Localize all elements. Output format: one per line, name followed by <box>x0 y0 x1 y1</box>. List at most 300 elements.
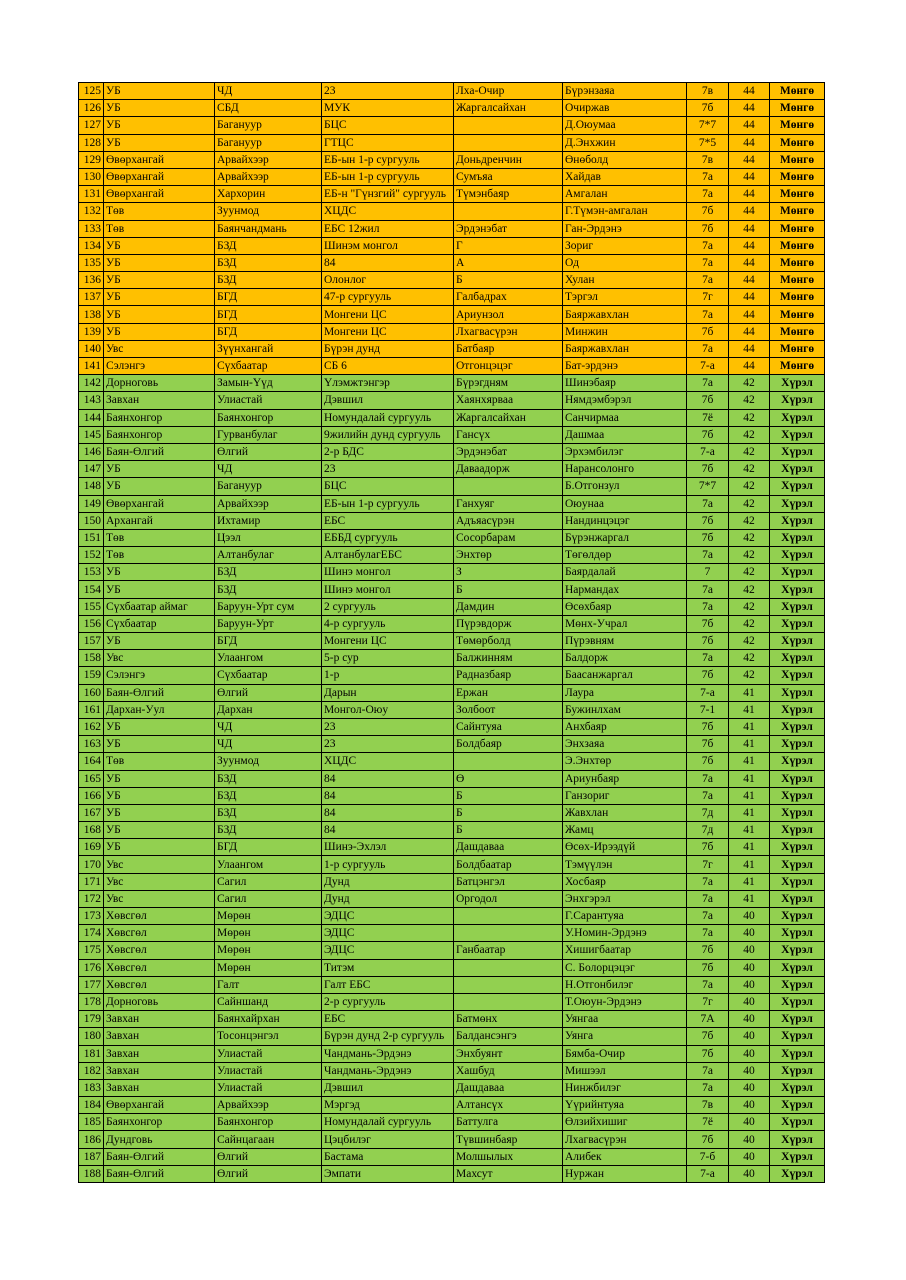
teacher-cell: Сайнтуяа <box>454 718 563 735</box>
row-number: 159 <box>79 667 104 684</box>
medal-cell: Хүрэл <box>770 839 825 856</box>
row-number: 130 <box>79 168 104 185</box>
sum-cell: БЗД <box>215 564 322 581</box>
medal-cell: Хүрэл <box>770 426 825 443</box>
class-cell: 7б <box>687 220 729 237</box>
school-cell: 84 <box>322 804 454 821</box>
row-number: 179 <box>79 1011 104 1028</box>
table-row <box>79 1131 825 1148</box>
aimag-cell: УБ <box>104 237 215 254</box>
aimag-cell: Завхан <box>104 1062 215 1079</box>
medal-cell: Хүрэл <box>770 993 825 1010</box>
class-cell: 7а <box>687 890 729 907</box>
teacher-cell: Ганхуяг <box>454 495 563 512</box>
class-cell: 7б <box>687 839 729 856</box>
medal-cell: Хүрэл <box>770 718 825 735</box>
table-row <box>79 186 825 203</box>
score-cell: 41 <box>729 684 770 701</box>
row-number: 129 <box>79 151 104 168</box>
row-number: 182 <box>79 1062 104 1079</box>
school-cell: ЭДЦС <box>322 908 454 925</box>
class-cell: 7а <box>687 375 729 392</box>
aimag-cell: Завхан <box>104 392 215 409</box>
score-cell: 40 <box>729 1165 770 1182</box>
teacher-cell: Галбадрах <box>454 289 563 306</box>
table-row <box>79 701 825 718</box>
aimag-cell: Увс <box>104 873 215 890</box>
class-cell: 7б <box>687 718 729 735</box>
medal-cell: Мөнгө <box>770 203 825 220</box>
table-row <box>79 237 825 254</box>
aimag-cell: УБ <box>104 804 215 821</box>
medal-cell: Хүрэл <box>770 1131 825 1148</box>
medal-cell: Хүрэл <box>770 375 825 392</box>
sum-cell: Тосонцэнгэл <box>215 1028 322 1045</box>
aimag-cell: Сүхбаатар <box>104 615 215 632</box>
aimag-cell: УБ <box>104 83 215 100</box>
medal-cell: Хүрэл <box>770 478 825 495</box>
school-cell: Дарын <box>322 684 454 701</box>
teacher-cell: Ариунзол <box>454 306 563 323</box>
aimag-cell: Баян-Өлгий <box>104 1148 215 1165</box>
score-cell: 44 <box>729 134 770 151</box>
student-cell: Ариунбаяр <box>563 770 687 787</box>
score-cell: 44 <box>729 151 770 168</box>
teacher-cell: Болдбаяр <box>454 736 563 753</box>
table-row <box>79 736 825 753</box>
row-number: 186 <box>79 1131 104 1148</box>
table-row <box>79 718 825 735</box>
school-cell: 23 <box>322 461 454 478</box>
school-cell: Шинэ-Эхлэл <box>322 839 454 856</box>
class-cell: 7-а <box>687 443 729 460</box>
school-cell: Шинэ монгол <box>322 564 454 581</box>
sum-cell: Улиастай <box>215 392 322 409</box>
teacher-cell: Б <box>454 822 563 839</box>
row-number: 172 <box>79 890 104 907</box>
row-number: 185 <box>79 1114 104 1131</box>
school-cell: Чандмань-Эрдэнэ <box>322 1045 454 1062</box>
school-cell: Монгени ЦС <box>322 633 454 650</box>
teacher-cell: Жаргалсайхан <box>454 409 563 426</box>
student-cell: Б.Отгонзул <box>563 478 687 495</box>
medal-cell: Хүрэл <box>770 581 825 598</box>
school-cell: Дунд <box>322 890 454 907</box>
student-cell: Өлзийхишиг <box>563 1114 687 1131</box>
teacher-cell: Төмөрболд <box>454 633 563 650</box>
aimag-cell: Сэлэнгэ <box>104 358 215 375</box>
score-cell: 44 <box>729 358 770 375</box>
row-number: 127 <box>79 117 104 134</box>
teacher-cell: Лхагвасүрэн <box>454 323 563 340</box>
school-cell: 84 <box>322 822 454 839</box>
score-cell: 44 <box>729 323 770 340</box>
score-cell: 44 <box>729 186 770 203</box>
row-number: 143 <box>79 392 104 409</box>
score-cell: 44 <box>729 83 770 100</box>
aimag-cell: УБ <box>104 100 215 117</box>
medal-cell: Хүрэл <box>770 598 825 615</box>
score-cell: 41 <box>729 753 770 770</box>
table-row <box>79 925 825 942</box>
aimag-cell: УБ <box>104 461 215 478</box>
score-cell: 40 <box>729 993 770 1010</box>
school-cell: Цэцбилэг <box>322 1131 454 1148</box>
teacher-cell: Пүрэвдорж <box>454 615 563 632</box>
sum-cell: Улаангом <box>215 650 322 667</box>
row-number: 161 <box>79 701 104 718</box>
aimag-cell: УБ <box>104 770 215 787</box>
aimag-cell: Завхан <box>104 1028 215 1045</box>
aimag-cell: Хөвсгөл <box>104 976 215 993</box>
teacher-cell: Отгонцэцэг <box>454 358 563 375</box>
school-cell: МУК <box>322 100 454 117</box>
school-cell: 84 <box>322 770 454 787</box>
student-cell: Оюунаа <box>563 495 687 512</box>
row-number: 151 <box>79 529 104 546</box>
aimag-cell: Баян-Өлгий <box>104 443 215 460</box>
teacher-cell: Эрдэнэбат <box>454 443 563 460</box>
student-cell: Баяржавхлан <box>563 340 687 357</box>
student-cell: Өсөхбаяр <box>563 598 687 615</box>
table-row <box>79 564 825 581</box>
sum-cell: БГД <box>215 323 322 340</box>
table-row <box>79 306 825 323</box>
score-cell: 44 <box>729 100 770 117</box>
teacher-cell: Лха-Очир <box>454 83 563 100</box>
sum-cell: Баянхонгор <box>215 409 322 426</box>
medal-cell: Мөнгө <box>770 237 825 254</box>
aimag-cell: Өвөрхангай <box>104 168 215 185</box>
student-cell: Лхагвасүрэн <box>563 1131 687 1148</box>
row-number: 163 <box>79 736 104 753</box>
teacher-cell: Сумъяа <box>454 168 563 185</box>
table-row <box>79 375 825 392</box>
medal-cell: Хүрэл <box>770 701 825 718</box>
student-cell: Бүрэнзаяа <box>563 83 687 100</box>
student-cell: Тэргэл <box>563 289 687 306</box>
teacher-cell <box>454 753 563 770</box>
row-number: 170 <box>79 856 104 873</box>
class-cell: 7а <box>687 1062 729 1079</box>
table-row <box>79 443 825 460</box>
teacher-cell: Ганбаатар <box>454 942 563 959</box>
school-cell: Номундалай сургууль <box>322 409 454 426</box>
teacher-cell: Ө <box>454 770 563 787</box>
sum-cell: Зуунмод <box>215 753 322 770</box>
row-number: 155 <box>79 598 104 615</box>
score-cell: 40 <box>729 1079 770 1096</box>
class-cell: 7а <box>687 598 729 615</box>
student-cell: Лаура <box>563 684 687 701</box>
aimag-cell: Дархан-Уул <box>104 701 215 718</box>
medal-cell: Хүрэл <box>770 650 825 667</box>
medal-cell: Хүрэл <box>770 495 825 512</box>
class-cell: 7а <box>687 237 729 254</box>
teacher-cell: З <box>454 564 563 581</box>
student-cell: Өсөх-Ирээдүй <box>563 839 687 856</box>
teacher-cell: Оргодол <box>454 890 563 907</box>
table-row <box>79 839 825 856</box>
class-cell: 7ё <box>687 1114 729 1131</box>
teacher-cell: Болдбаатар <box>454 856 563 873</box>
aimag-cell: Завхан <box>104 1079 215 1096</box>
row-number: 171 <box>79 873 104 890</box>
medal-cell: Хүрэл <box>770 890 825 907</box>
sum-cell: БЗД <box>215 254 322 271</box>
class-cell: 7А <box>687 1011 729 1028</box>
class-cell: 7б <box>687 753 729 770</box>
class-cell: 7а <box>687 186 729 203</box>
class-cell: 7-а <box>687 358 729 375</box>
aimag-cell: УБ <box>104 254 215 271</box>
class-cell: 7а <box>687 787 729 804</box>
student-cell: Зориг <box>563 237 687 254</box>
score-cell: 41 <box>729 890 770 907</box>
aimag-cell: УБ <box>104 117 215 134</box>
class-cell: 7а <box>687 168 729 185</box>
school-cell: Бүрэн дунд <box>322 340 454 357</box>
sum-cell: Мөрөн <box>215 942 322 959</box>
table-row <box>79 272 825 289</box>
aimag-cell: Дундговь <box>104 1131 215 1148</box>
sum-cell: Сагил <box>215 890 322 907</box>
medal-cell: Мөнгө <box>770 289 825 306</box>
medal-cell: Мөнгө <box>770 151 825 168</box>
class-cell: 7а <box>687 976 729 993</box>
score-cell: 42 <box>729 581 770 598</box>
row-number: 184 <box>79 1097 104 1114</box>
table-row <box>79 83 825 100</box>
school-cell: Монгени ЦС <box>322 306 454 323</box>
medal-cell: Хүрэл <box>770 564 825 581</box>
score-cell: 42 <box>729 564 770 581</box>
sum-cell: БГД <box>215 633 322 650</box>
aimag-cell: Дорноговь <box>104 993 215 1010</box>
aimag-cell: Баянхонгор <box>104 426 215 443</box>
sum-cell: Өлгий <box>215 684 322 701</box>
class-cell: 7а <box>687 340 729 357</box>
student-cell: Мишээл <box>563 1062 687 1079</box>
table-row <box>79 787 825 804</box>
medal-cell: Хүрэл <box>770 959 825 976</box>
sum-cell: Баянхонгор <box>215 1114 322 1131</box>
class-cell: 7а <box>687 254 729 271</box>
aimag-cell: Төв <box>104 203 215 220</box>
sum-cell: БЗД <box>215 272 322 289</box>
table-row <box>79 667 825 684</box>
student-cell: Тэмүүлэн <box>563 856 687 873</box>
student-cell: Нармандах <box>563 581 687 598</box>
table-row <box>79 873 825 890</box>
student-cell: Э.Энхтөр <box>563 753 687 770</box>
sum-cell: Мөрөн <box>215 908 322 925</box>
row-number: 142 <box>79 375 104 392</box>
sum-cell: БЗД <box>215 822 322 839</box>
student-cell: Нямдэмбэрэл <box>563 392 687 409</box>
student-cell: Санчирмаа <box>563 409 687 426</box>
aimag-cell: Өвөрхангай <box>104 495 215 512</box>
aimag-cell: Увс <box>104 650 215 667</box>
table-row <box>79 478 825 495</box>
row-number: 125 <box>79 83 104 100</box>
teacher-cell: Б <box>454 272 563 289</box>
medal-cell: Мөнгө <box>770 323 825 340</box>
sum-cell: Сүхбаатар <box>215 358 322 375</box>
sum-cell: Замын-Үүд <box>215 375 322 392</box>
aimag-cell: УБ <box>104 289 215 306</box>
teacher-cell: Батцэнгэл <box>454 873 563 890</box>
table-row <box>79 392 825 409</box>
school-cell: Мэргэд <box>322 1097 454 1114</box>
school-cell: Номундалай сургууль <box>322 1114 454 1131</box>
row-number: 176 <box>79 959 104 976</box>
class-cell: 7-а <box>687 684 729 701</box>
teacher-cell: Б <box>454 787 563 804</box>
row-number: 167 <box>79 804 104 821</box>
score-cell: 41 <box>729 804 770 821</box>
school-cell: ЕБС <box>322 512 454 529</box>
school-cell: ХЦДС <box>322 203 454 220</box>
row-number: 131 <box>79 186 104 203</box>
teacher-cell: Бүрэгдням <box>454 375 563 392</box>
row-number: 187 <box>79 1148 104 1165</box>
teacher-cell: Балжинням <box>454 650 563 667</box>
table-row <box>79 598 825 615</box>
aimag-cell: Баянхонгор <box>104 1114 215 1131</box>
teacher-cell <box>454 134 563 151</box>
score-cell: 41 <box>729 873 770 890</box>
school-cell: Чандмань-Эрдэнэ <box>322 1062 454 1079</box>
student-cell: Од <box>563 254 687 271</box>
class-cell: 7б <box>687 100 729 117</box>
score-cell: 40 <box>729 1011 770 1028</box>
sum-cell: Гурванбулаг <box>215 426 322 443</box>
teacher-cell: Дамдин <box>454 598 563 615</box>
medal-cell: Хүрэл <box>770 392 825 409</box>
teacher-cell: Ержан <box>454 684 563 701</box>
aimag-cell: Хөвсгөл <box>104 942 215 959</box>
school-cell: ЕБ-н "Гүнзгий" сургууль <box>322 186 454 203</box>
row-number: 165 <box>79 770 104 787</box>
teacher-cell: Дашдаваа <box>454 839 563 856</box>
table-row <box>79 633 825 650</box>
row-number: 132 <box>79 203 104 220</box>
aimag-cell: УБ <box>104 822 215 839</box>
class-cell: 7д <box>687 822 729 839</box>
teacher-cell: Золбоот <box>454 701 563 718</box>
teacher-cell: Сосорбарам <box>454 529 563 546</box>
sum-cell: ЧД <box>215 83 322 100</box>
row-number: 134 <box>79 237 104 254</box>
row-number: 175 <box>79 942 104 959</box>
medal-cell: Хүрэл <box>770 667 825 684</box>
class-cell: 7-1 <box>687 701 729 718</box>
row-number: 139 <box>79 323 104 340</box>
table-row <box>79 856 825 873</box>
class-cell: 7 <box>687 564 729 581</box>
class-cell: 7б <box>687 959 729 976</box>
class-cell: 7а <box>687 770 729 787</box>
score-cell: 44 <box>729 306 770 323</box>
teacher-cell <box>454 908 563 925</box>
student-cell: Д.Оюумаа <box>563 117 687 134</box>
row-number: 158 <box>79 650 104 667</box>
table-row <box>79 804 825 821</box>
score-cell: 42 <box>729 426 770 443</box>
school-cell: Бүрэн дунд 2-р сургууль <box>322 1028 454 1045</box>
table-row <box>79 254 825 271</box>
student-cell: Хосбаяр <box>563 873 687 890</box>
school-cell: 23 <box>322 736 454 753</box>
class-cell: 7а <box>687 306 729 323</box>
row-number: 154 <box>79 581 104 598</box>
student-cell: Жавхлан <box>563 804 687 821</box>
medal-cell: Мөнгө <box>770 306 825 323</box>
teacher-cell <box>454 925 563 942</box>
school-cell: ХЦДС <box>322 753 454 770</box>
table-row <box>79 650 825 667</box>
school-cell: 4-р сургууль <box>322 615 454 632</box>
medal-cell: Хүрэл <box>770 1028 825 1045</box>
table-body <box>79 83 825 1183</box>
medal-cell: Хүрэл <box>770 443 825 460</box>
aimag-cell: Хөвсгөл <box>104 925 215 942</box>
row-number: 188 <box>79 1165 104 1182</box>
score-cell: 40 <box>729 942 770 959</box>
class-cell: 7б <box>687 1131 729 1148</box>
teacher-cell: Батмөнх <box>454 1011 563 1028</box>
score-cell: 40 <box>729 1045 770 1062</box>
table-row <box>79 976 825 993</box>
row-number: 162 <box>79 718 104 735</box>
student-cell: Анхбаяр <box>563 718 687 735</box>
class-cell: 7б <box>687 392 729 409</box>
teacher-cell <box>454 203 563 220</box>
student-cell: Энхзаяа <box>563 736 687 753</box>
score-cell: 42 <box>729 667 770 684</box>
score-cell: 42 <box>729 495 770 512</box>
table-row <box>79 512 825 529</box>
student-cell: Очиржав <box>563 100 687 117</box>
row-number: 148 <box>79 478 104 495</box>
medal-cell: Мөнгө <box>770 340 825 357</box>
teacher-cell: Алтансүх <box>454 1097 563 1114</box>
school-cell: ЕБС <box>322 1011 454 1028</box>
table-row <box>79 615 825 632</box>
school-cell: 2 сургууль <box>322 598 454 615</box>
score-cell: 42 <box>729 375 770 392</box>
school-cell: Шинэ монгол <box>322 581 454 598</box>
sum-cell: Хархорин <box>215 186 322 203</box>
student-cell: Үүрийнтуяа <box>563 1097 687 1114</box>
class-cell: 7в <box>687 83 729 100</box>
sum-cell: Арвайхээр <box>215 1097 322 1114</box>
table-row <box>79 1079 825 1096</box>
table-row <box>79 1114 825 1131</box>
medal-cell: Хүрэл <box>770 1114 825 1131</box>
score-cell: 42 <box>729 529 770 546</box>
class-cell: 7а <box>687 1079 729 1096</box>
school-cell: Дэвшил <box>322 392 454 409</box>
row-number: 178 <box>79 993 104 1010</box>
table-row <box>79 426 825 443</box>
medal-cell: Хүрэл <box>770 512 825 529</box>
sum-cell: Өлгий <box>215 443 322 460</box>
teacher-cell <box>454 976 563 993</box>
aimag-cell: Дорноговь <box>104 375 215 392</box>
aimag-cell: Сүхбаатар аймаг <box>104 598 215 615</box>
